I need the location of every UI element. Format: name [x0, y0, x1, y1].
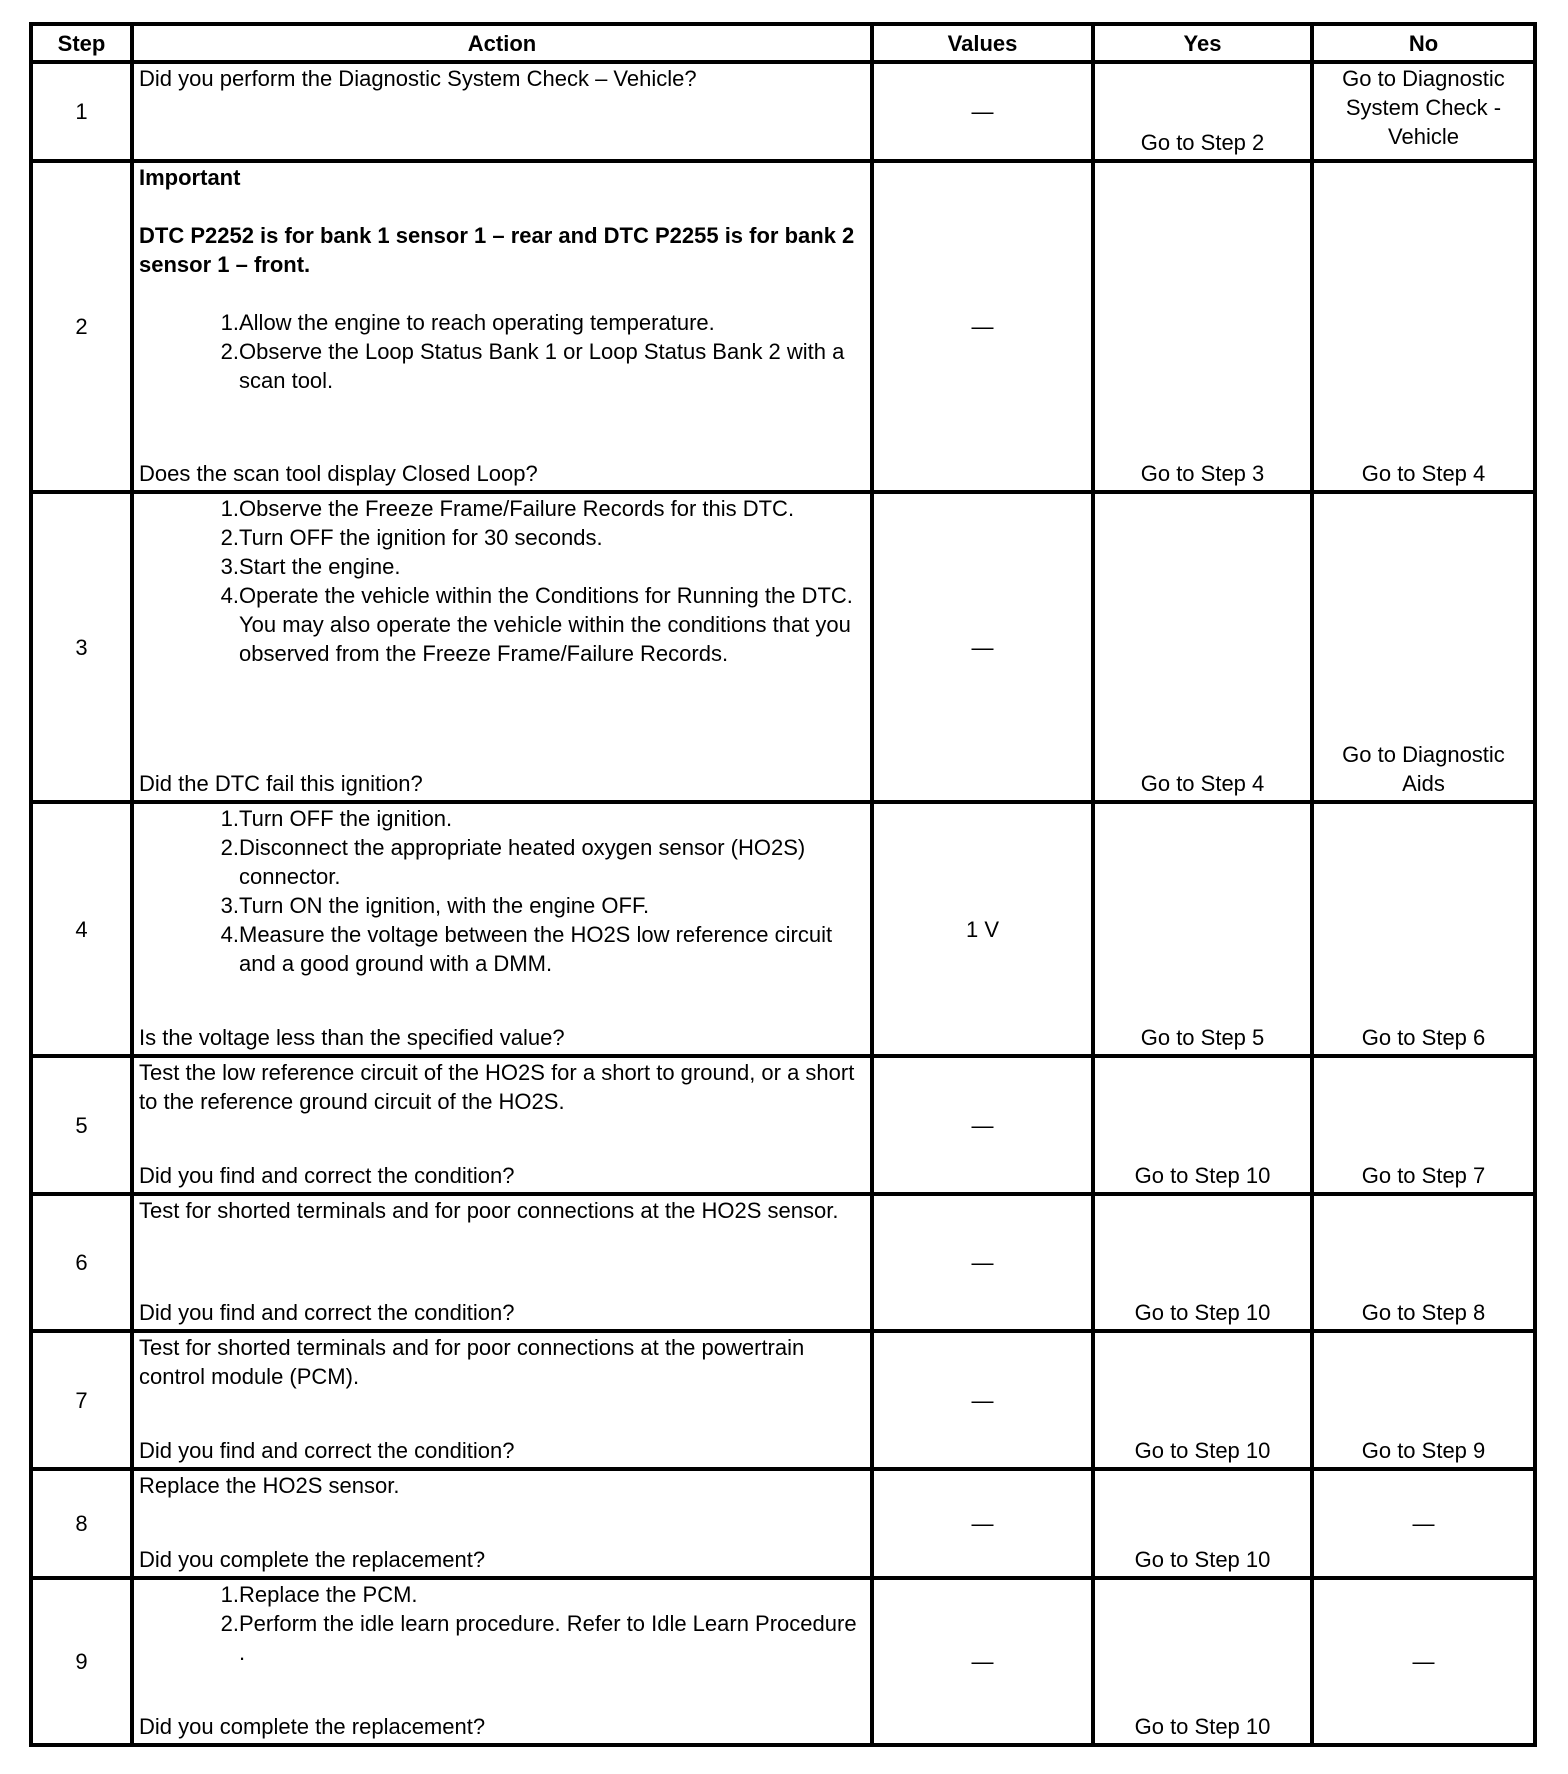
list-item: 1. Allow the engine to reach operating temperature. — [239, 308, 865, 337]
list-item: 2. Observe the Loop Status Bank 1 or Loop Status Bank 2 with a scan tool. — [239, 337, 865, 395]
no-link[interactable]: Go to Step 9 — [1312, 1331, 1535, 1469]
step-number: 3 — [31, 492, 132, 802]
yes-link[interactable]: Go to Step 10 — [1093, 1331, 1312, 1469]
table-row — [31, 1056, 1535, 1194]
important-label: Important — [139, 165, 241, 190]
list-item: 1. Turn OFF the ignition. — [239, 804, 865, 833]
value-cell: — — [872, 1056, 1093, 1194]
question-text: Is the voltage less than the specified value? — [139, 1025, 565, 1050]
step-list — [139, 1580, 865, 1667]
action-text: Test the low reference circuit of the HO2S for a short to ground, or a short to the reference ground circuit of the HO2S. — [139, 1060, 855, 1114]
step-number: 4 — [31, 802, 132, 1056]
no-value: — — [1312, 1578, 1535, 1745]
action-cell — [132, 1194, 872, 1331]
value-cell: — — [872, 1469, 1093, 1578]
list-item: 2. Disconnect the appropriate heated oxygen sensor (HO2S) connector. — [239, 833, 865, 891]
list-item: 4. Operate the vehicle within the Conditions for Running the DTC. You may also operate the vehicle within the conditions that you observed from the Freeze Frame/Failure Records. — [239, 581, 865, 668]
header-no: No — [1312, 24, 1535, 62]
action-text: Test for shorted terminals and for poor connections at the HO2S sensor. — [139, 1198, 839, 1223]
action-text: Test for shorted terminals and for poor connections at the powertrain control module (PCM). — [139, 1335, 805, 1389]
yes-link[interactable]: Go to Step 10 — [1093, 1469, 1312, 1578]
action-cell — [132, 492, 872, 802]
no-link[interactable]: Go to Step 6 — [1312, 802, 1535, 1056]
value-cell: — — [872, 1331, 1093, 1469]
step-list — [139, 804, 865, 978]
table-row — [31, 492, 1535, 802]
yes-link[interactable]: Go to Step 10 — [1093, 1194, 1312, 1331]
question-text: Did you find and correct the condition? — [139, 1438, 515, 1463]
step-number: 9 — [31, 1578, 132, 1745]
list-item: 3. Turn ON the ignition, with the engine OFF. — [239, 891, 865, 920]
yes-link[interactable]: Go to Step 10 — [1093, 1578, 1312, 1745]
action-cell — [132, 1578, 872, 1745]
header-yes: Yes — [1093, 24, 1312, 62]
action-cell — [132, 1469, 872, 1578]
value-cell: — — [872, 1578, 1093, 1745]
step-number: 2 — [31, 161, 132, 492]
action-cell — [132, 161, 872, 492]
yes-link[interactable]: Go to Step 10 — [1093, 1056, 1312, 1194]
table-row — [31, 161, 1535, 492]
list-item: 1. Replace the PCM. — [239, 1580, 865, 1609]
yes-link[interactable]: Go to Step 2 — [1093, 62, 1312, 161]
value-cell: — — [872, 161, 1093, 492]
header-row — [31, 24, 1535, 62]
question-text: Did you find and correct the condition? — [139, 1163, 515, 1188]
step-number: 7 — [31, 1331, 132, 1469]
step-number: 1 — [31, 62, 132, 161]
action-cell — [132, 1056, 872, 1194]
question-text: Does the scan tool display Closed Loop? — [139, 461, 538, 486]
question-text: Did the DTC fail this ignition? — [139, 771, 423, 796]
step-list — [139, 494, 865, 668]
no-link[interactable]: Go to Step 8 — [1312, 1194, 1535, 1331]
action-cell — [132, 62, 872, 161]
no-link[interactable]: Go to Step 7 — [1312, 1056, 1535, 1194]
value-cell: — — [872, 492, 1093, 802]
table-row — [31, 62, 1535, 161]
no-link[interactable]: Go to Step 4 — [1312, 161, 1535, 492]
question-text: Did you complete the replacement? — [139, 1547, 486, 1572]
list-item: 2. Perform the idle learn procedure. Refer to Idle Learn Procedure . — [239, 1609, 865, 1667]
yes-link[interactable]: Go to Step 4 — [1093, 492, 1312, 802]
action-text: Did you perform the Diagnostic System Check – Vehicle? — [139, 66, 697, 91]
header-action: Action — [132, 24, 872, 62]
table-row — [31, 802, 1535, 1056]
table-row — [31, 1194, 1535, 1331]
value-cell: — — [872, 62, 1093, 161]
list-item: 1. Observe the Freeze Frame/Failure Records for this DTC. — [239, 494, 865, 523]
important-text: DTC P2252 is for bank 1 sensor 1 – rear and DTC P2255 is for bank 2 sensor 1 – front. — [139, 223, 855, 277]
question-text: Did you complete the replacement? — [139, 1714, 486, 1739]
value-cell: 1 V — [872, 802, 1093, 1056]
header-step: Step — [31, 24, 132, 62]
step-list — [139, 308, 865, 395]
table-row — [31, 1578, 1535, 1745]
step-number: 5 — [31, 1056, 132, 1194]
table-row — [31, 1331, 1535, 1469]
diagnostic-table — [29, 22, 1537, 1747]
question-text: Did you find and correct the condition? — [139, 1300, 515, 1325]
yes-link[interactable]: Go to Step 5 — [1093, 802, 1312, 1056]
no-link[interactable]: Go to Diagnostic System Check - Vehicle — [1312, 62, 1535, 161]
action-cell — [132, 1331, 872, 1469]
header-values: Values — [872, 24, 1093, 62]
list-item: 4. Measure the voltage between the HO2S low reference circuit and a good ground with a DMM. — [239, 920, 865, 978]
no-value: — — [1312, 1469, 1535, 1578]
value-cell: — — [872, 1194, 1093, 1331]
action-cell — [132, 802, 872, 1056]
list-item: 2. Turn OFF the ignition for 30 seconds. — [239, 523, 865, 552]
action-text: Replace the HO2S sensor. — [139, 1473, 400, 1498]
table-row — [31, 1469, 1535, 1578]
step-number: 6 — [31, 1194, 132, 1331]
yes-link[interactable]: Go to Step 3 — [1093, 161, 1312, 492]
list-item: 3. Start the engine. — [239, 552, 865, 581]
step-number: 8 — [31, 1469, 132, 1578]
no-link[interactable]: Go to Diagnostic Aids — [1312, 492, 1535, 802]
